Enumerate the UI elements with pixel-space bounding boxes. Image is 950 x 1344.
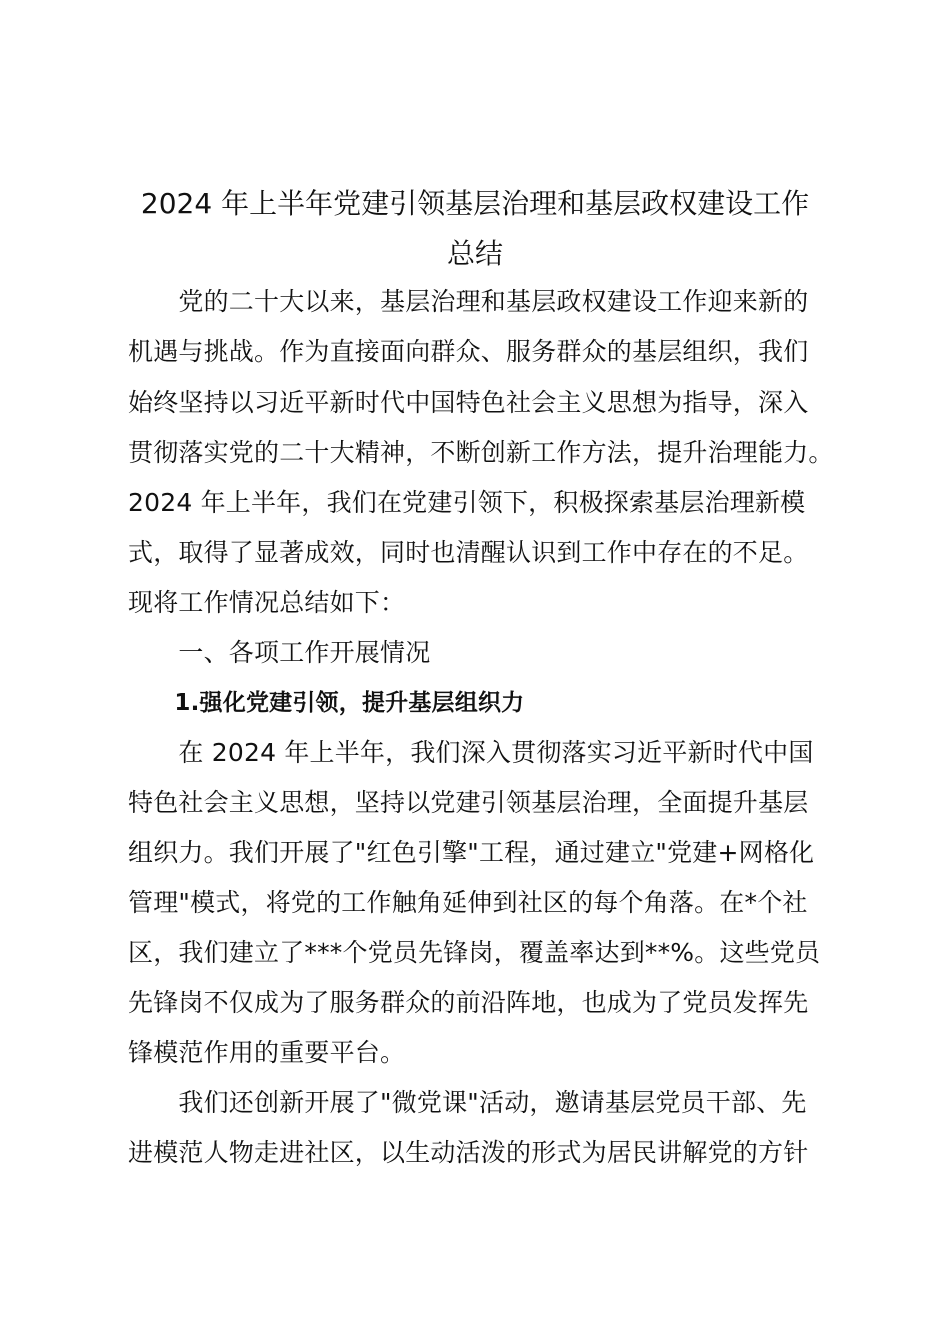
paragraph-line: 贯彻落实党的二十大精神，不断创新工作方法，提升治理能力。 (128, 438, 834, 467)
document-title-line-2: 总结 (446, 237, 503, 270)
document-title-line-1: 2024 年上半年党建引领基层治理和基层政权建设工作 (140, 187, 810, 220)
paragraph-line: 我们还创新开展了"微党课"活动，邀请基层党员干部、先 (128, 1088, 807, 1117)
section-heading: 一、各项工作开展情况 (128, 638, 431, 667)
paragraph-line: 2024 年上半年，我们在党建引领下，积极探索基层治理新模 (128, 488, 806, 517)
paragraph-line: 进模范人物走进社区，以生动活泼的形式为居民讲解党的方针 (128, 1138, 809, 1167)
paragraph-line: 机遇与挑战。作为直接面向群众、服务群众的基层组织，我们 (128, 337, 809, 366)
paragraph-line: 始终坚持以习近平新时代中国特色社会主义思想为指导，深入 (128, 388, 809, 417)
paragraph-line: 组织力。我们开展了"红色引擎"工程，通过建立"党建+网格化 (128, 838, 815, 867)
paragraph-line: 管理"模式，将党的工作触角延伸到社区的每个角落。在*个社 (128, 888, 808, 917)
paragraph-line: 在 2024 年上半年，我们深入贯彻落实习近平新时代中国 (128, 738, 814, 767)
paragraph-line: 现将工作情况总结如下： (128, 588, 406, 617)
paragraph-line: 先锋岗不仅成为了服务群众的前沿阵地，也成为了党员发挥先 (128, 988, 809, 1017)
paragraph-line: 党的二十大以来，基层治理和基层政权建设工作迎来新的 (128, 287, 809, 316)
paragraph-line: 锋模范作用的重要平台。 (128, 1038, 406, 1067)
subsection-heading: 1.强化党建引领，提升基层组织力 (128, 690, 525, 716)
paragraph-line: 区，我们建立了***个党员先锋岗，覆盖率达到**%。这些党员 (128, 938, 821, 967)
paragraph-line: 式，取得了显著成效，同时也清醒认识到工作中存在的不足。 (128, 538, 809, 567)
paragraph-line: 特色社会主义思想，坚持以党建引领基层治理，全面提升基层 (128, 788, 809, 817)
